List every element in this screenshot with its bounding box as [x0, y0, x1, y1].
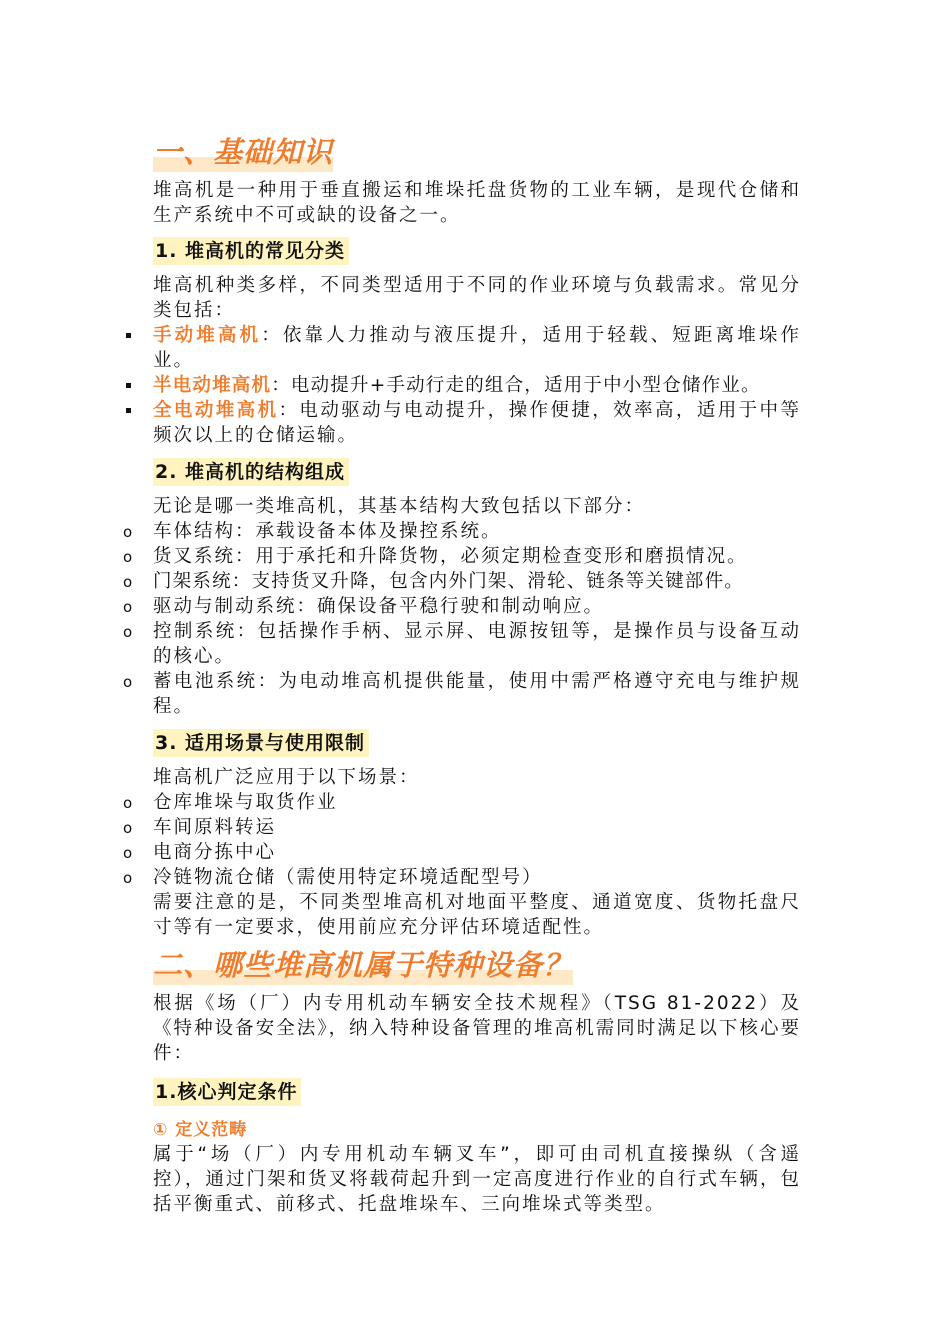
- sub2-heading-wrap: [153, 458, 801, 486]
- type-desc: ：电动提升+手动行走的组合，适用于中小型仓储作业。: [271, 375, 761, 396]
- list-item: o 车间原料转运: [153, 815, 801, 840]
- type-term: 手动堆高机: [153, 325, 262, 346]
- sub1-heading-wrap: [153, 237, 801, 265]
- sub2-title: 2. 堆高机的结构组成: [153, 458, 349, 486]
- list-item: [153, 323, 801, 373]
- section2-heading-wrap: [153, 945, 801, 987]
- scene-list: [153, 790, 801, 890]
- list-item: o 控制系统：包括操作手柄、显示屏、电源按钮等，是操作员与设备互动的核心。: [153, 619, 801, 669]
- sub2-intro: 无论是哪一类堆高机，其基本结构大致包括以下部分：: [153, 496, 646, 517]
- section1-heading-wrap: [153, 132, 801, 174]
- list-item: [153, 373, 801, 398]
- list-item: o 驱动与制动系统：确保设备平稳行驶和制动响应。: [153, 594, 801, 619]
- sub1-intro: 堆高机种类多样，不同类型适用于不同的作业环境与负载需求。常见分类包括：: [153, 275, 801, 321]
- section2-intro: 根据《场（厂）内专用机动车辆安全技术规程》（TSG 81-2022）及《特种设备安全法》，纳入特种设备管理的堆高机需同时满足以下核心要件：: [153, 993, 801, 1064]
- s2-sub1-heading-wrap: [153, 1078, 801, 1106]
- list-item: o 门架系统：支持货叉升降，包含内外门架、滑轮、链条等关键部件。: [153, 569, 801, 594]
- section1-title: 一、基础知识: [153, 132, 333, 172]
- structure-list: [153, 519, 801, 719]
- type-term: 全电动堆高机: [153, 400, 279, 421]
- sub3-intro: 堆高机广泛应用于以下场景：: [153, 767, 420, 788]
- sub3-note: 需要注意的是，不同类型堆高机对地面平整度、通道宽度、货物托盘尺寸等有一定要求，使用前应充分评估环境适配性。: [153, 892, 801, 938]
- list-item: o 车体结构：承载设备本体及操控系统。: [153, 519, 801, 544]
- point1-text: 属于“场（厂）内专用机动车辆叉车”，即可由司机直接操纵（含遥控），通过门架和货叉将载荷起升到一定高度进行作业的自行式车辆，包括平衡重式、前移式、托盘堆垛车、三向堆垛式等类型。: [153, 1144, 801, 1215]
- document-page: [153, 132, 801, 1217]
- sub3-title: 3. 适用场景与使用限制: [153, 729, 369, 757]
- type-term: 半电动堆高机: [153, 375, 272, 396]
- section1-intro: 堆高机是一种用于垂直搬运和堆垛托盘货物的工业车辆，是现代仓储和生产系统中不可或缺的设备之一。: [153, 180, 801, 226]
- type-desc: ：电动驱动与电动提升，操作便捷，效率高，适用于中等频次以上的仓储运输。: [153, 400, 801, 446]
- s2-sub1-title: 1.核心判定条件: [153, 1078, 301, 1106]
- sub3-heading-wrap: [153, 729, 801, 757]
- type-desc: ：依靠人力推动与液压提升，适用于轻载、短距离堆垛作业。: [153, 325, 801, 371]
- list-item: o 冷链物流仓储（需使用特定环境适配型号）: [153, 865, 801, 890]
- section2-title: 二、哪些堆高机属于特种设备？: [153, 945, 573, 985]
- list-item: o 蓄电池系统：为电动堆高机提供能量，使用中需严格遵守充电与维护规程。: [153, 669, 801, 719]
- type-list: [153, 323, 801, 448]
- list-item: o 电商分拣中心: [153, 840, 801, 865]
- list-item: o 仓库堆垛与取货作业: [153, 790, 801, 815]
- point1-title: ① 定义范畴: [153, 1120, 248, 1140]
- sub1-title: 1. 堆高机的常见分类: [153, 237, 349, 265]
- list-item: o 货叉系统：用于承托和升降货物，必须定期检查变形和磨损情况。: [153, 544, 801, 569]
- list-item: [153, 398, 801, 448]
